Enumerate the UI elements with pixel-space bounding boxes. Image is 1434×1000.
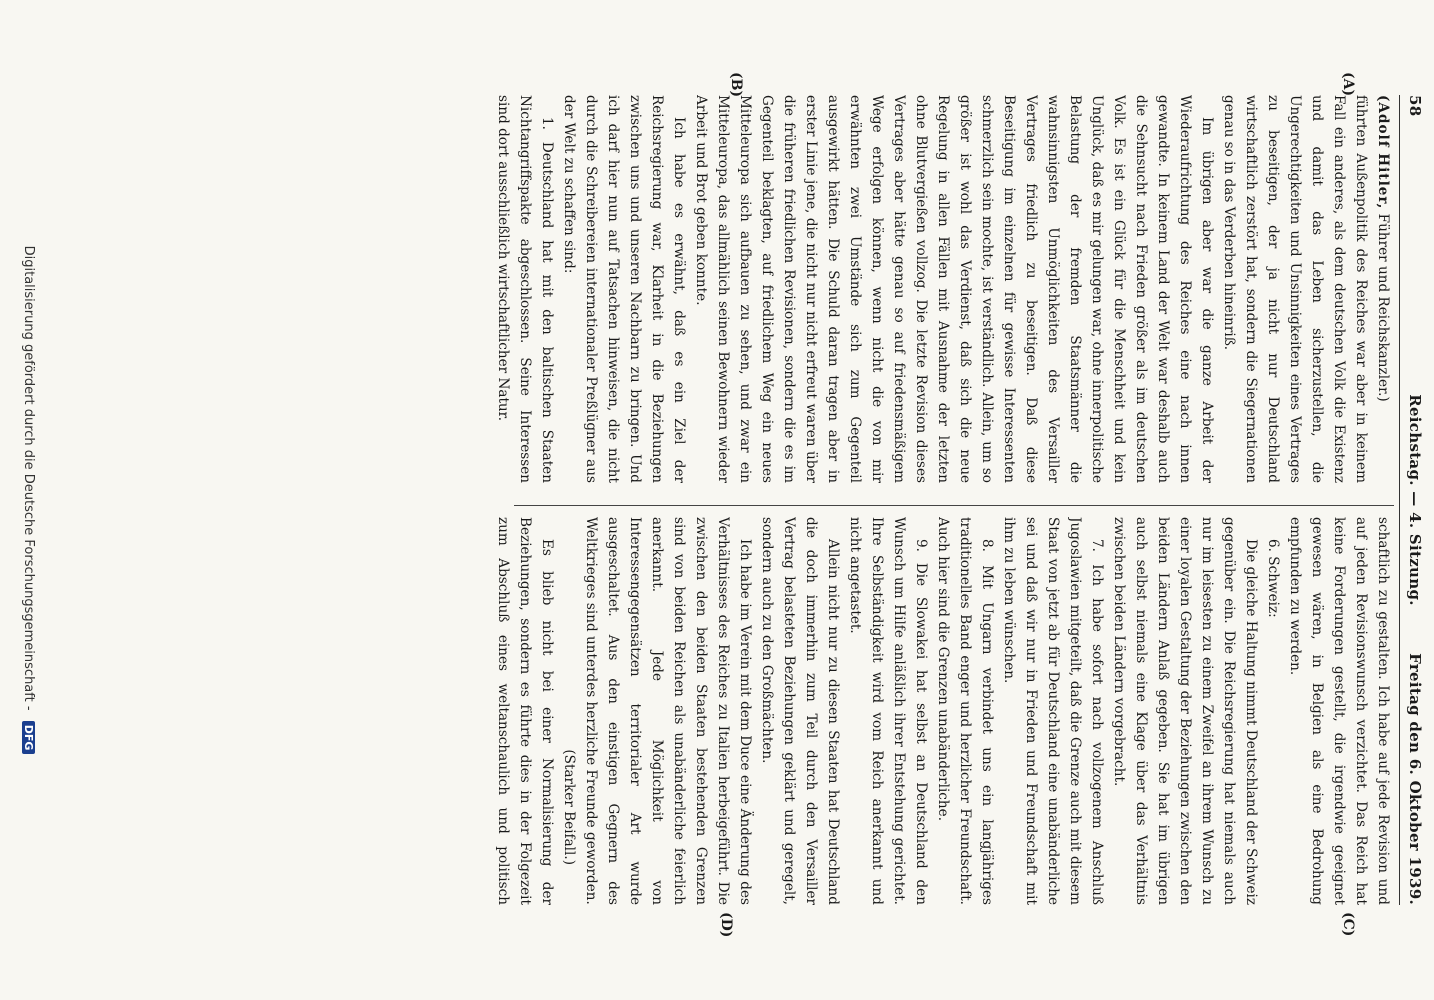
page-header [1404,95,1424,905]
list-item: 7. Ich habe sofort nach vollzogenem Anschluß Jugoslawien mitgeteilt, daß die Grenze auch mit diesem Staat von jetzt ab für Deutschland eine unabänderliche sei und daß wir nur in Frieden und Freundschaft mit ihm zu leben wünschen. [1001,517,1105,905]
page-title: Reichstag. — 4. Sitzung. [1406,394,1424,606]
session-date: Freitag den 6. Oktober 1939. [1406,653,1424,905]
digitization-credit [21,0,36,1000]
right-column [494,517,1394,905]
list-item: 9. Die Slowakei hat selbst an Deutschland den Wunsch um Hilfe anläßlich ihrer Entstehung gerichtet. Ihre Selbständigkeit wird vom Reich anerkannt und nicht angetastet. [847,517,929,905]
credit-text: Digitalisierung gefördert durch die Deutsche Forschungsgemeinschaft - [21,245,36,711]
paragraph: führten Außenpolitik des Reiches war aber in keinem Fall ein anderes, als dem deutschen Volk die Existenz und damit das Leben sicherzustellen, die Ungerechtigkeiten und Unsinnigkeiten eines Vertrages zu beseitigen, der ja nicht nur Deutschland wirtschaftlich zerstört hat, sondern die Siegernationen genau so in das Verderben hineinriß. [1221,95,1369,483]
paragraph: schaftlich zu gestalten. Ich habe auf jede Revision und auf jeden Revisionswunsch verzichtet. Das Reich hat keine Forderungen gestellt, die irgendwie geeignet gewesen wären, in Belgien als eine Bedrohung empfunden zu werden. [1287,517,1391,905]
list-heading: 6. Schweiz: [1265,539,1281,618]
header-rule [1399,95,1400,905]
margin-marker-b: (B) [728,72,744,98]
paragraph: Die gleiche Haltung nimmt Deutschland der Schweiz gegenüber ein. Die Reichsregierung hat niemals auch nur im leisesten zu einem Zweifel an ihrem Wunsch zu einer loyalen Gestaltung der Beziehungen zwischen den beiden Ländern Anlaß gegeben. Sie hat im übrigen auch selbst niemals eine Klage über das Verhältnis zwischen beiden Ländern vorgebracht. [1111,517,1259,905]
left-column [494,95,1394,483]
paragraph: Im übrigen aber war die ganze Arbeit der Wiederaufrichtung des Reiches eine nach innen gewandte. In keinem Land der Welt war deshalb auch die Sehnsucht nach Frieden größer als im deutschen Volk. Es ist ein Glück für die Menschheit und kein Unglück, daß es mir gelungen war, ohne innerpolitische Belastung der fremden Staatsmänner die wahnsinnigsten Unmöglichkeiten des Versailler Vertrages friedlich zu beseitigen. Daß diese Beseitigung im einzelnen für gewisse Interessenten schmerzlich sein mochte, ist verständlich. Allein, um so größer ist wohl das Verdienst, daß sich die neue Regelung in allen Fällen mit Ausnahme der letzten ohne Blutvergießen vollzog. Die letzte Revision dieses Vertrages aber hätte genau so auf friedensmäßigem Wege erfolgen können, wenn nicht die von mir erwähnten zwei Umstände sich zum Gegenteil ausgewirkt hätten. Die Schuld daran tragen aber in erster Linie jene, die nicht nur nicht erfreut waren über die früheren friedlichen Revisionen, sondern die es im Gegenteil beklagten, auf friedlichem Weg ein neues Mitteleuropa sich aufbauen zu sehen, und zwar ein Mitteleuropa, das allmählich seinen Bewohnern wieder Arbeit und Brot geben konnte. [693,95,1215,483]
list-item: 8. Mit Ungarn verbindet uns ein langjähriges traditionelles Band enger und herzlicher Freundschaft. Auch hier sind die Grenzen unabänderliche. [935,517,995,905]
dfg-logo: DFG [22,721,35,755]
speaker-name: (Adolf Hitler, [1375,95,1391,210]
margin-marker-c: (C) [1340,912,1356,937]
paragraph: Allein nicht nur zu diesen Staaten hat Deutschland die doch immerhin zum Teil durch den Versailler Vertrag belasteten Beziehungen geklärt und geregelt, sondern auch zu den Großmächten. [759,517,841,905]
applause-note: (Starker Beifall.) [561,749,577,865]
paragraph: Es blieb nicht bei einer Normalisierung der Beziehungen, sondern es führte dies in der Folgezeit zum Abschluß eines weltanschaulich und politisch [495,517,555,905]
margin-marker-a: (A) [1340,72,1356,97]
column-divider [514,505,1394,506]
page-number: 58 [1406,95,1424,117]
paragraph: Ich habe es erwähnt, daß es ein Ziel der Reichsregierung war, Klarheit in die Beziehungen zwischen uns und unseren Nachbarn zu bringen. Und ich darf hier nun auf Tatsachen hinweisen, die nicht durch die Schreibereien internationaler Preßlügner aus der Welt zu schaffen sind: [561,95,687,483]
paragraph: Ich habe im Verein mit dem Duce eine Änderung des Verhältnisses des Reiches zu Italien herbeigeführt. Die zwischen den beiden Staaten bestehenden Grenzen sind von beiden Reichen als unabänderliche feierlich anerkannt. Jede Möglichkeit von Interessengegensätzen territorialer Art wurde ausgeschaltet. Aus den einstigen Gegnern des Weltkrieges sind unterdes herzliche Freunde geworden. [583,517,753,905]
margin-marker-d: (D) [718,912,734,938]
speaker-role: Führer und Reichskanzler.) [1375,209,1391,402]
speaker-line [1372,95,1394,483]
list-item: 1. Deutschland hat mit den baltischen Staaten Nichtangriffspakte abgeschlossen. Seine Interessen sind dort ausschließlich wirtschaftlicher Natur. [495,95,555,483]
